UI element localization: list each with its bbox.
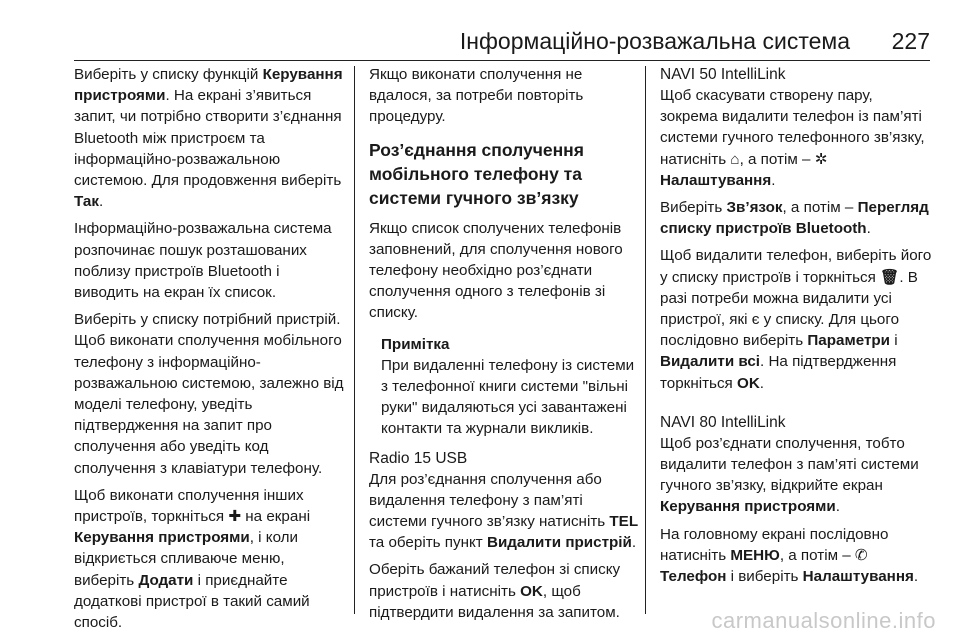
note-box (381, 334, 641, 440)
text: і виберіть (726, 568, 803, 586)
text: і приєднайте додаткові пристрої в такий самий спосіб. (74, 571, 310, 632)
paragraph (660, 524, 932, 588)
menu-term: Параметри (807, 332, 890, 350)
text: та оберіть пункт (369, 534, 487, 552)
text: Для роз’єднання сполучення або видалення телефону з пам’яті системи гучного зв’язку натисніть (369, 470, 610, 531)
section-heading: Роз’єднання сполучення мобільного телефону та системи гучного зв’язку (369, 139, 584, 208)
text: , щоб підтвердити видалення за запитом. (369, 582, 620, 621)
menu-term: Додати (138, 571, 194, 589)
page-header (74, 26, 930, 61)
page-number: 227 (891, 28, 930, 54)
subheading: NAVI 50 IntelliLink (660, 66, 786, 83)
text: . В разі потреби можна видалити усі пристрої, які є у списку. Для цього послідовно виберіть (660, 268, 918, 350)
text: . (98, 193, 104, 211)
paragraph (660, 245, 932, 393)
home-icon: ⌂ (730, 150, 740, 168)
column-3 (660, 64, 932, 593)
text: Щоб роз’єднати сполучення, тобто видалити телефон з пам’яті системи гучного зв’язку, відкрийте екран (660, 434, 919, 495)
phone-icon: ✆ (854, 546, 868, 564)
paragraph (369, 559, 641, 623)
text: . (835, 498, 840, 516)
menu-term: Так (74, 193, 99, 211)
paragraph: Якщо список сполучених телефонів заповнений, для сполучення нового телефону необхідно роз’єднати сполучення одного з телефонів зі списку. (369, 219, 623, 322)
paragraph (660, 433, 932, 518)
text: . На екрані з’явиться запит, чи потрібно створити з’єднання Bluetooth між пристроєм та інформаційно-розважальною системою. Для продовження виберіть (74, 87, 342, 190)
paragraph: Інформаційно-розважальна система розпочинає пошук розташованих поблизу пристроїв Bluetooth і виводить на екран їх список. (74, 220, 332, 302)
button-term: OK (737, 374, 760, 392)
text: . (913, 568, 919, 586)
paragraph (660, 85, 932, 191)
column-1 (74, 64, 346, 639)
trash-icon: 🗑 (880, 268, 900, 286)
menu-term: Налаштування (802, 568, 914, 586)
button-term: OK (520, 582, 543, 600)
text: На головному екрані послідовно натисніть (660, 525, 889, 564)
column-divider (354, 66, 355, 614)
text: . (771, 171, 776, 189)
header-title: Інформаційно-розважальна система (459, 28, 850, 54)
text: , а потім – (739, 150, 815, 168)
text: Щоб скасувати створену пару, зокрема видалити телефон із пам’яті системи гучного телефонного зв’язку, натисніть (660, 87, 925, 168)
text: Виберіть у списку функцій (74, 66, 263, 83)
menu-term: Керування пристроями (74, 529, 250, 547)
text: Виберіть (660, 199, 727, 217)
spacer (660, 400, 932, 412)
menu-term: Видалити пристрій (486, 534, 632, 552)
column-2 (369, 64, 641, 629)
text: , а потім – (779, 546, 855, 564)
menu-term: Налаштування (660, 171, 772, 189)
paragraph: Якщо виконати сполучення не вдалося, за потреби повторіть процедуру. (369, 66, 584, 126)
subheading: Radio 15 USB (369, 449, 468, 467)
note-text: При видаленні телефону із системи з телефонної книги системи "вільні руки" видаляються усі завантажені контакти та журнали викликів. (381, 356, 635, 438)
menu-term: Зв’язок (726, 199, 783, 217)
paragraph (74, 64, 346, 212)
text: . (631, 534, 637, 552)
paragraph (74, 485, 346, 633)
menu-term: Перегляд списку пристроїв Bluetooth (660, 199, 929, 238)
subheading: NAVI 80 IntelliLink (660, 413, 786, 431)
menu-term: Видалити всі (660, 353, 760, 371)
column-divider (645, 66, 646, 614)
text: Щоб видалити телефон, виберіть його у списку пристроїв і торкніться (660, 247, 932, 286)
text: Оберіть бажаний телефон зі списку пристроїв і натисніть (369, 561, 621, 600)
menu-term: Керування пристроями (660, 498, 836, 516)
text: Щоб виконати сполучення інших пристроїв, торкніться (74, 486, 304, 526)
text: і (890, 332, 898, 350)
menu-term: Керування пристроями (74, 66, 343, 105)
button-term: TEL (609, 513, 639, 531)
text: , і коли відкриється спливаюче меню, виберіть (74, 529, 299, 589)
watermark: carmanualsonline.info (711, 608, 936, 633)
button-term: МЕНЮ (730, 546, 780, 564)
text: на екрані (241, 508, 311, 526)
note-title: Примітка (381, 335, 450, 353)
paragraph: Виберіть у списку потрібний пристрій. Щоб виконати сполучення мобільного телефону з інформаційно-розважальною системою, залежно від моделі телефону, уведіть підтвердження на запит про сполучення або уведіть код сполучення з клавіатури телефону. (74, 311, 344, 477)
text: , а потім – (782, 199, 858, 217)
plus-icon: ✚ (228, 508, 242, 526)
gear-icon: ✲ (814, 150, 828, 168)
text: . (759, 374, 765, 392)
paragraph (369, 469, 641, 554)
text: . На підтвердження торкніться (660, 353, 897, 392)
menu-term: Телефон (660, 568, 727, 586)
paragraph (660, 197, 932, 239)
text: . (866, 220, 871, 238)
